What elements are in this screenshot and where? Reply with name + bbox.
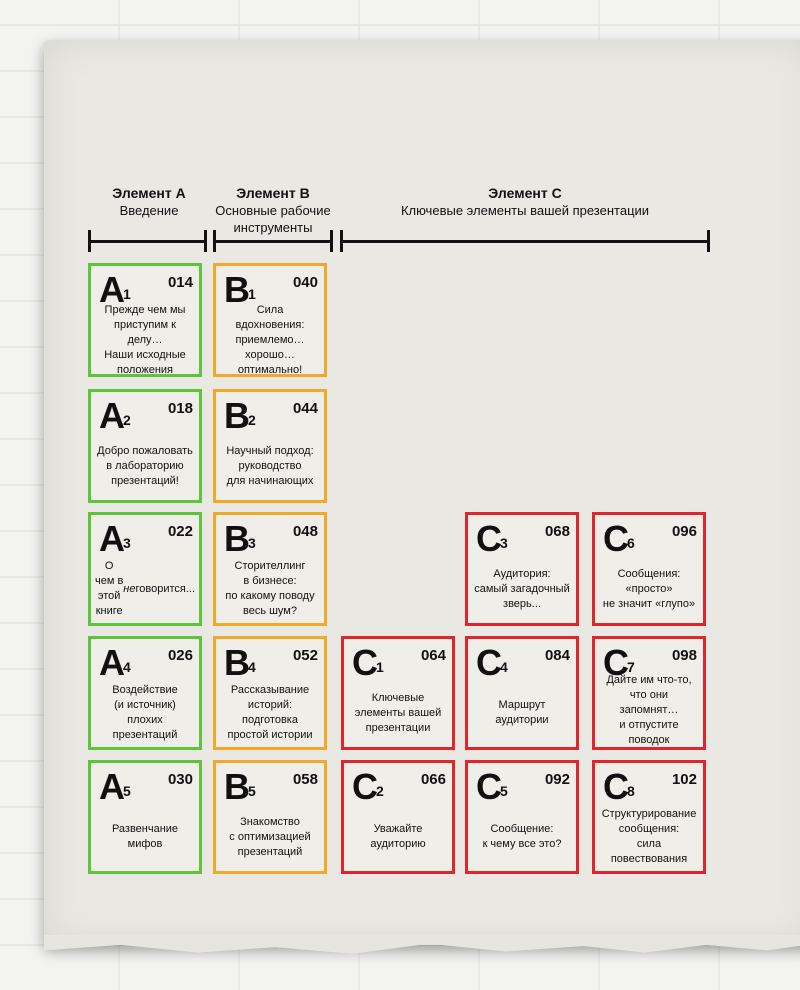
tile-description: Рассказывание историй: подготовка простой истории [227, 684, 313, 741]
tile-index: 5 [500, 783, 508, 799]
tile-page-number: 044 [292, 400, 318, 417]
header-c-title: Элемент C [488, 185, 562, 201]
tile-description: Аудитория: самый загадочный зверь... [474, 567, 570, 610]
tile-b2[interactable] [213, 389, 327, 503]
tile-page-number: 068 [544, 523, 570, 540]
tile-a4[interactable] [88, 636, 202, 750]
tile-description: Сторителлинг в бизнесе: по какому поводу весь шум? [225, 560, 315, 617]
tile-b1[interactable] [213, 263, 327, 377]
tile-index: 3 [500, 535, 508, 551]
tile-b3[interactable] [213, 512, 327, 626]
tile-symbol: C [476, 518, 501, 559]
tile-page-number: 014 [167, 274, 193, 291]
tile-symbol: B [224, 766, 249, 807]
tile-index: 7 [627, 659, 635, 675]
tile-b4[interactable] [213, 636, 327, 750]
header-element-a [88, 185, 210, 219]
tile-index: 1 [376, 659, 384, 675]
tile-page-number: 018 [167, 400, 193, 417]
tile-page-number: 040 [292, 274, 318, 291]
tile-description: Уважайте аудиторию [370, 823, 426, 850]
tile-symbol: C [476, 766, 501, 807]
emphasis-text: не [123, 582, 136, 595]
tile-symbol: A [99, 518, 124, 559]
tile-description: Научный подход: руководство для начинающих [226, 444, 314, 487]
tile-index: 8 [627, 783, 635, 799]
tile-symbol: C [352, 766, 377, 807]
tile-description: Маршрут аудитории [495, 699, 549, 726]
tile-a1[interactable] [88, 263, 202, 377]
tile-symbol: A [99, 766, 124, 807]
tile-index: 6 [627, 535, 635, 551]
tile-b5[interactable] [213, 760, 327, 874]
tile-index: 4 [123, 659, 131, 675]
tile-page-number: 022 [167, 523, 193, 540]
tile-index: 1 [248, 286, 256, 302]
tile-description: Сила вдохновения: приемлемо… хорошо… оптимально! [235, 303, 305, 376]
header-a-title: Элемент A [112, 185, 186, 201]
tile-page-number: 102 [671, 771, 697, 788]
tile-c1[interactable] [341, 636, 455, 750]
tile-c7[interactable] [592, 636, 706, 750]
tile-index: 4 [248, 659, 256, 675]
header-b-subtitle: Основные рабочие инструменты [215, 203, 331, 235]
tile-symbol: B [224, 269, 249, 310]
tile-symbol: B [224, 395, 249, 436]
tile-page-number: 064 [420, 647, 446, 664]
tile-index: 4 [500, 659, 508, 675]
bracket-b [213, 230, 333, 252]
tile-description: Воздействие (и источник) плохих презентаций [112, 684, 178, 741]
tile-page-number: 026 [167, 647, 193, 664]
tile-symbol: A [99, 395, 124, 436]
tile-page-number: 098 [671, 647, 697, 664]
tile-symbol: C [352, 642, 377, 683]
tile-index: 2 [376, 783, 384, 799]
tile-c5[interactable] [465, 760, 579, 874]
tile-symbol: A [99, 642, 124, 683]
tile-description: Сообщение: к чему все это? [482, 823, 562, 850]
header-b-title: Элемент B [236, 185, 310, 201]
tile-description: Добро пожаловать в лабораторию презентаций! [97, 444, 193, 487]
tile-description: О чем в этой книге не говорится... [95, 560, 195, 617]
tile-symbol: B [224, 518, 249, 559]
tile-description: Дайте им что-то, что они запомнят… и отпустите поводок [606, 673, 692, 746]
tile-c8[interactable] [592, 760, 706, 874]
tile-symbol: A [99, 269, 124, 310]
tile-symbol: C [603, 766, 628, 807]
tile-page-number: 048 [292, 523, 318, 540]
tile-symbol: C [603, 642, 628, 683]
bracket-c [340, 230, 710, 252]
tile-page-number: 092 [544, 771, 570, 788]
tile-symbol: C [476, 642, 501, 683]
tile-description: Знакомство с оптимизацией презентаций [229, 815, 311, 858]
header-a-subtitle: Введение [119, 203, 179, 218]
tile-description: Сообщения: «просто» не значит «глупо» [602, 567, 696, 610]
tile-description: Развенчание мифов [111, 823, 179, 850]
tile-page-number: 096 [671, 523, 697, 540]
tile-c6[interactable] [592, 512, 706, 626]
header-element-b [204, 185, 342, 236]
tile-page-number: 058 [292, 771, 318, 788]
tile-symbol: B [224, 642, 249, 683]
tile-description: Ключевые элементы вашей презентации [354, 691, 442, 734]
tile-index: 2 [248, 412, 256, 428]
tile-c3[interactable] [465, 512, 579, 626]
tile-description: Прежде чем мы приступим к делу… Наши исходные положения [104, 303, 186, 376]
tile-symbol: C [603, 518, 628, 559]
tile-index: 2 [123, 412, 131, 428]
header-c-subtitle: Ключевые элементы вашей презентации [400, 203, 650, 218]
tile-page-number: 084 [544, 647, 570, 664]
tile-page-number: 030 [167, 771, 193, 788]
tile-page-number: 052 [292, 647, 318, 664]
tile-index: 5 [248, 783, 256, 799]
tile-a3[interactable] [88, 512, 202, 626]
tile-index: 5 [123, 783, 131, 799]
tile-index: 3 [123, 535, 131, 551]
bracket-a [88, 230, 207, 252]
tile-index: 1 [123, 286, 131, 302]
header-element-c [340, 185, 710, 219]
tile-a5[interactable] [88, 760, 202, 874]
tile-index: 3 [248, 535, 256, 551]
tile-c4[interactable] [465, 636, 579, 750]
tile-c2[interactable] [341, 760, 455, 874]
tile-description: Структурирование сообщения: сила повествования [601, 808, 697, 865]
tile-page-number: 066 [420, 771, 446, 788]
tile-a2[interactable] [88, 389, 202, 503]
